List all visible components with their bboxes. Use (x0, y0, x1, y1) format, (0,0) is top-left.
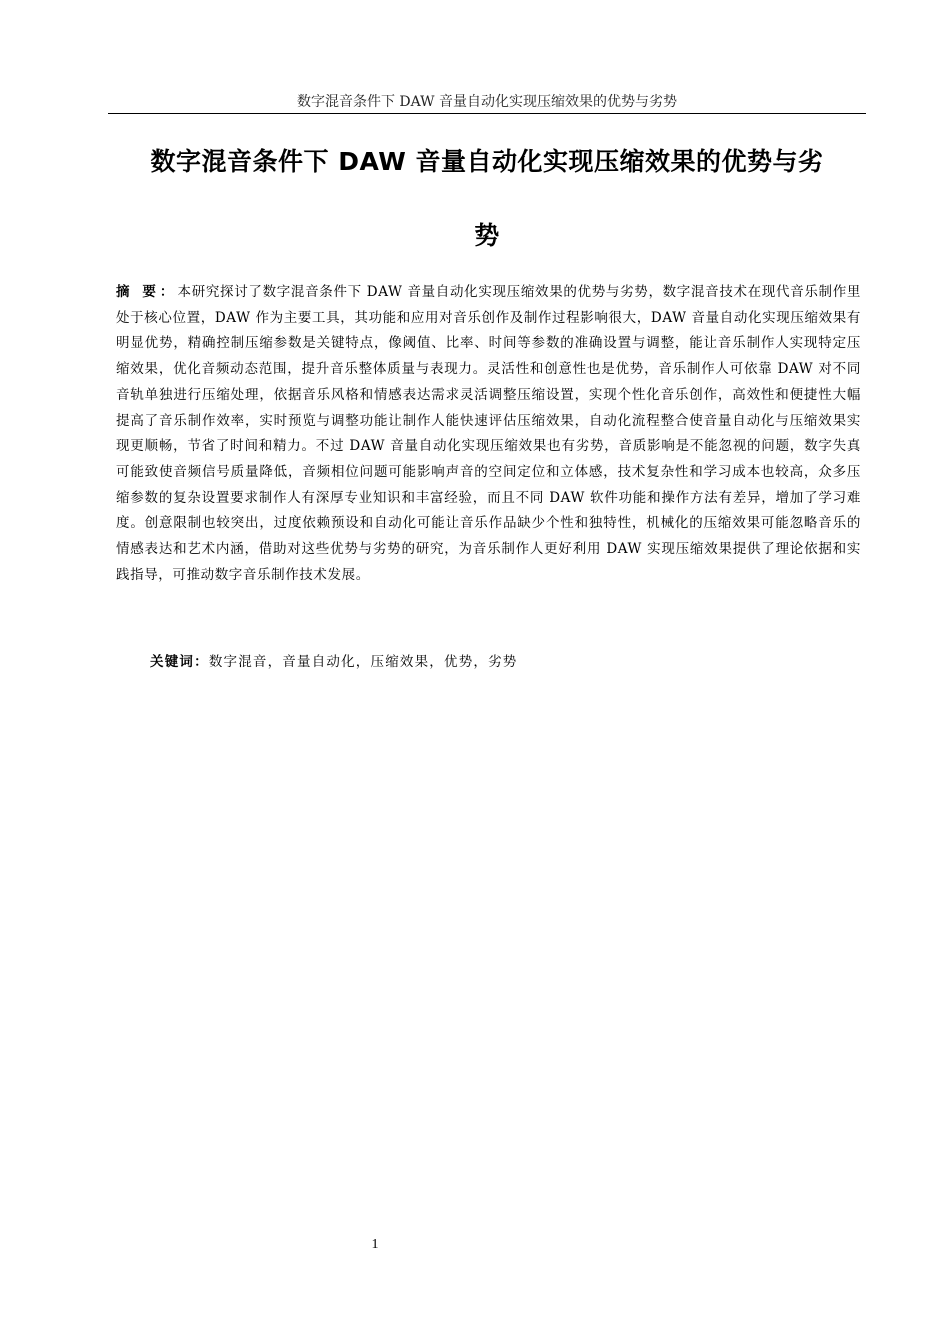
paper-title-line-1: 数字混音条件下 DAW 音量自动化实现压缩效果的优势与劣 (150, 147, 824, 176)
running-header: 数字混音条件下 DAW 音量自动化实现压缩效果的优势与劣势 (296, 94, 678, 110)
keywords-label: 关键词： (150, 654, 209, 670)
header-rule (108, 113, 866, 114)
abstract-text: 本研究探讨了数字混音条件下 DAW 音量自动化实现压缩效果的优势与劣势，数字混音技术在现代音乐制作里处于核心位置，DAW 作为主要工具，其功能和应用对音乐创作及制作过程影响很大，DAW 音量自动化实现压缩效果有明显优势，精确控制压缩参数是关键特点，像阈值、比率、时间等参数的准确设置与调整，能让音乐制作人实现特定压缩效果，优化音频动态范围，提升音乐整体质量与表现力。灵活性和创意性也是优势，音乐制作人可依靠 DAW 对不同音轨单独进行压缩处理，依据音乐风格和情感表达需求灵活调整压缩设置，实现个性化音乐创作，高效性和便捷性大幅提高了音乐制作效率，实时预览与调整功能让制作人能快速评估压缩效果，自动化流程整合使音量自动化与压缩效果实现更顺畅，节省了时间和精力。不过 DAW 音量自动化实现压缩效果也有劣势，音质影响是不能忽视的问题，数字失真可能致使音频信号质量降低，音频相位问题可能影响声音的空间定位和立体感，技术复杂性和学习成本也较高，众多压缩参数的复杂设置要求制作人有深厚专业知识和丰富经验，而且不同 DAW 软件功能和操作方法有差异，增加了学习难度。创意限制也较突出，过度依赖预设和自动化可能让音乐作品缺少个性和独特性，机械化的压缩效果可能忽略音乐的情感表达和艺术内涵，借助对这些优势与劣势的研究，为音乐制作人更好利用 DAW 实现压缩效果提供了理论依据和实践指导，可推动数字音乐制作技术发展。 (116, 284, 862, 583)
keywords-line (150, 652, 850, 672)
keywords-text: 数字混音，音量自动化，压缩效果，优势，劣势 (208, 654, 518, 670)
page-number: 1 (371, 1237, 379, 1252)
abstract-label: 摘 要： (116, 284, 178, 300)
paper-title-line-2: 势 (474, 221, 500, 250)
abstract-paragraph (116, 280, 861, 588)
paper-title (108, 140, 866, 258)
